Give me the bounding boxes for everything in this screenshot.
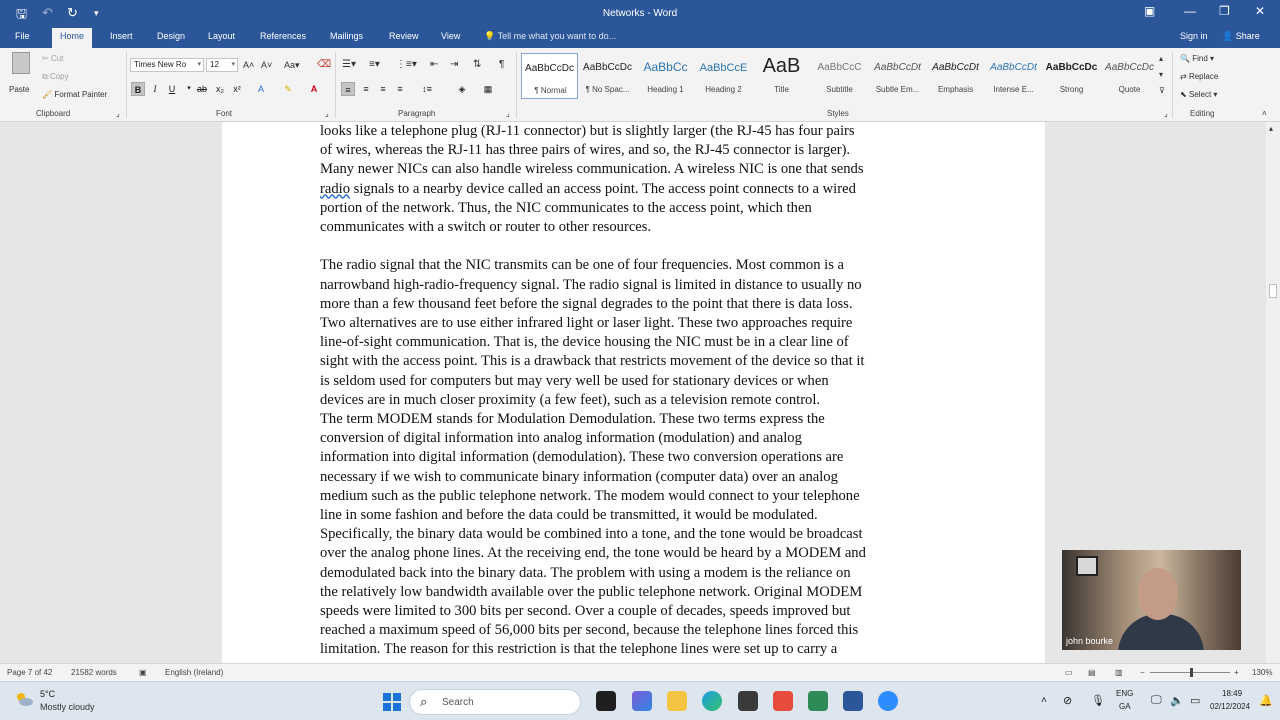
redo-icon[interactable]: ↻: [67, 5, 78, 20]
sign-in-link[interactable]: Sign in: [1180, 31, 1208, 41]
style-title[interactable]: [753, 53, 810, 99]
style-emphasis[interactable]: [927, 53, 984, 99]
style-name: Title: [774, 85, 789, 94]
tab-home[interactable]: Home: [52, 28, 92, 48]
document-line[interactable]: Many newer NICs can also handle wireless communication. A wireless NIC is one that sends: [320, 161, 864, 178]
weather-description[interactable]: Mostly cloudy: [40, 702, 95, 712]
align-left-icon[interactable]: ≡: [341, 82, 355, 96]
document-line[interactable]: radio signals to a nearby device called an access point. The access point connects to a wired: [320, 180, 856, 197]
tab-file[interactable]: File: [15, 31, 30, 41]
clipboard-launcher-icon[interactable]: ⌟: [116, 109, 120, 118]
search-icon: ⌕: [420, 694, 428, 709]
language-top[interactable]: ENG: [1116, 689, 1134, 698]
select-button[interactable]: ⬉ Select ▾: [1180, 90, 1218, 99]
clock-date[interactable]: 02/12/2024: [1210, 702, 1251, 711]
font-size-box[interactable]: [206, 58, 238, 72]
zoom-in-icon[interactable]: +: [1234, 668, 1239, 677]
task-view-icon[interactable]: [596, 691, 616, 711]
scrollbar-thumb[interactable]: [1269, 284, 1277, 298]
volume-icon[interactable]: 🔈: [1170, 695, 1184, 707]
document-line[interactable]: Two alternatives are to use either infrared light or laser light. These two approaches require: [320, 315, 853, 332]
document-line[interactable]: Specifically, the binary data would be combined into a tone, and the tone would be broadcast: [320, 526, 863, 543]
format-painter-button[interactable]: [42, 90, 107, 99]
style-name: Intense E...: [993, 85, 1034, 94]
document-line[interactable]: devices are in much closer proximity (a few feet), such as a television remote control.: [320, 391, 821, 408]
styles-more-icon[interactable]: ⊽: [1159, 86, 1165, 95]
focus-icon[interactable]: ▭: [1065, 668, 1073, 677]
paragraph-group-label: Paragraph: [398, 109, 436, 118]
highlight-color-icon[interactable]: ✎: [284, 84, 292, 94]
style-heading-2[interactable]: [695, 53, 752, 99]
document-line[interactable]: more than a few thousand feet before the signal degrades to the point that there is data loss.: [320, 295, 853, 312]
font-size-value: 12: [210, 60, 219, 69]
align-right-icon[interactable]: ≡: [380, 84, 386, 94]
separator: [1172, 52, 1173, 118]
lightbulb-icon: 💡: [484, 31, 496, 41]
style-sample: AaBbCcDt: [932, 62, 979, 73]
document-line[interactable]: line in some fashion and before the data could be transmitted, it would be modulated.: [320, 507, 818, 524]
read-mode-icon[interactable]: ▤: [1088, 668, 1096, 677]
replace-button[interactable]: [1180, 72, 1218, 81]
style-intense-emphasis[interactable]: [985, 53, 1042, 99]
document-line[interactable]: portion of the network. Thus, the NIC communicates to the access point, which then: [320, 199, 812, 216]
style-sample: AaBbCcE: [699, 62, 748, 74]
separator: [516, 52, 517, 118]
superscript-button[interactable]: x²: [233, 84, 241, 94]
cursor-icon: ⬉: [1180, 90, 1187, 99]
document-line[interactable]: The radio signal that the NIC transmits can be one of four frequencies. Most common is a: [320, 257, 845, 274]
style-name: Heading 1: [647, 85, 684, 94]
multilevel-list-icon[interactable]: ⋮≡▾: [396, 59, 417, 70]
replace-icon: ⇄: [1180, 72, 1187, 81]
document-line[interactable]: narrowband high-radio-frequency signal. The radio signal is limited in distance to usually no: [320, 276, 862, 293]
search-icon: 🔍: [1180, 54, 1190, 63]
clear-formatting-icon[interactable]: ⌫: [317, 59, 332, 70]
tab-view[interactable]: View: [441, 31, 461, 41]
style-name: Subtle Em...: [875, 85, 920, 94]
document-line[interactable]: medium such as the public telephone network. The modem would connect to your telephone: [320, 487, 860, 504]
cut-label: Cut: [50, 54, 64, 63]
bold-button[interactable]: B: [131, 82, 145, 96]
network-icon[interactable]: 🖵: [1151, 694, 1162, 706]
webcam-name-label: john bourke: [1066, 636, 1114, 646]
numbering-icon[interactable]: ≡▾: [369, 59, 380, 70]
chevron-down-icon: ▾: [231, 61, 235, 68]
customize-quick-access-icon[interactable]: ▾: [94, 8, 99, 18]
document-line[interactable]: is seldom used for computers but may very well be used for stationary devices or when: [320, 372, 829, 389]
zoom-level[interactable]: 130%: [1252, 668, 1273, 677]
styles-scroll-up-icon[interactable]: ▴: [1159, 54, 1164, 63]
document-line[interactable]: communicates with a switch or router to other resources.: [320, 219, 652, 236]
ribbon: [0, 48, 1280, 122]
clipboard-group-label: Clipboard: [36, 109, 71, 118]
style-name: Strong: [1059, 85, 1084, 94]
tab-layout[interactable]: Layout: [208, 31, 236, 41]
style-subtitle[interactable]: [811, 53, 868, 99]
maximize-icon[interactable]: ❐: [1219, 4, 1230, 18]
styles-scroll-down-icon[interactable]: ▾: [1159, 70, 1164, 79]
increase-indent-icon[interactable]: ⇥: [450, 59, 459, 70]
zoom-out-icon[interactable]: −: [1140, 668, 1145, 677]
print-layout-icon[interactable]: ▥: [1115, 668, 1123, 677]
file-explorer-icon[interactable]: [667, 691, 687, 711]
document-line[interactable]: conversion of digital information into analog information (modulation) and analog: [320, 430, 802, 447]
blank-line[interactable]: [320, 237, 950, 256]
battery-icon[interactable]: ▭: [1190, 695, 1201, 707]
show-hidden-icons[interactable]: ˄: [1041, 695, 1047, 706]
tab-design[interactable]: Design: [157, 31, 186, 41]
document-line[interactable]: reached a maximum speed of 56,000 bits per second, because the telephone lines forced this: [320, 622, 859, 639]
style-sample: AaBbCc: [643, 60, 688, 74]
person-icon: 👤: [1222, 31, 1234, 41]
underline-options-icon[interactable]: ▾: [187, 85, 191, 92]
tab-mailings[interactable]: Mailings: [330, 31, 364, 41]
shrink-font-icon[interactable]: A˅: [261, 60, 273, 70]
style-normal[interactable]: [521, 53, 578, 99]
underline-button[interactable]: U: [168, 84, 176, 94]
separator: [126, 52, 127, 118]
picture-frame: [1076, 556, 1098, 576]
webcam-overlay: [1062, 550, 1241, 650]
scroll-up-icon[interactable]: ▴: [1269, 124, 1274, 133]
chevron-down-icon: ▾: [197, 61, 201, 68]
style-name: ¶ Normal: [534, 86, 567, 95]
tell-me-text: Tell me what you want to do...: [497, 31, 617, 41]
zoom-slider-knob[interactable]: [1190, 668, 1193, 677]
style-quote[interactable]: [1101, 53, 1158, 99]
scissors-icon: ✂: [42, 54, 49, 63]
notifications-icon[interactable]: 🔔: [1259, 695, 1273, 707]
taskbar-search[interactable]: [409, 689, 581, 715]
paragraph-launcher-icon[interactable]: ⌟: [506, 109, 510, 118]
tab-review[interactable]: Review: [389, 31, 419, 41]
document-line[interactable]: of wires, whereas the RJ-11 has three pairs of wires, and so, the RJ-45 connector is larger).: [320, 142, 851, 159]
editing-group-label: Editing: [1190, 109, 1215, 118]
font-color-icon[interactable]: A: [310, 84, 318, 94]
italic-button[interactable]: I: [153, 84, 157, 94]
document-line[interactable]: information into digital information (demodulation). These two conversion operations are: [320, 449, 844, 466]
document-line[interactable]: looks like a telephone plug (RJ-11 connector) but is slightly larger (the RJ-45 has four pairs: [320, 123, 855, 139]
tell-me-box[interactable]: [484, 31, 616, 42]
document-line[interactable]: over the analog phone lines. At the receiving end, the tone would be heard by a MODEM and: [320, 545, 866, 562]
person-head: [1138, 568, 1178, 620]
paintbrush-icon: 🖌: [42, 90, 53, 99]
bullets-icon[interactable]: ☰▾: [342, 59, 356, 70]
language-indicator[interactable]: English (Ireland): [165, 668, 224, 677]
status-bar: [0, 663, 1280, 681]
clock-time[interactable]: 18:49: [1222, 689, 1243, 698]
line-spacing-icon[interactable]: ↕≡: [422, 84, 432, 94]
subscript-button[interactable]: x₂: [216, 84, 224, 94]
document-line[interactable]: demodulated back into the binary data. The problem with using a modem is the reliance on: [320, 564, 851, 581]
document-line[interactable]: the relatively low bandwidth available over the public telephone network. Original MODEM: [320, 583, 863, 600]
weather-temperature[interactable]: 5°C: [40, 689, 56, 699]
sort-icon[interactable]: ⇅: [473, 59, 482, 70]
separator: [335, 52, 336, 118]
taskbar-search-label: Search: [442, 697, 474, 708]
style-heading-1[interactable]: [637, 53, 694, 99]
styles-group-label: Styles: [827, 109, 849, 118]
show-hide-marks-icon[interactable]: ¶: [499, 59, 505, 70]
style-sample: AaBbCcDc: [525, 63, 574, 74]
clipboard-icon: [12, 52, 30, 74]
copy-button[interactable]: [42, 72, 69, 82]
style-name: ¶ No Spac...: [585, 85, 630, 94]
text-effects-icon[interactable]: A: [257, 84, 264, 94]
minimize-icon[interactable]: —: [1184, 4, 1196, 18]
copy-icon: ⧉: [42, 72, 48, 81]
taskbar: [0, 681, 1280, 720]
style-name: Emphasis: [937, 85, 974, 94]
microphone-icon[interactable]: 🎙: [1091, 695, 1105, 707]
style-sample: AaB: [762, 55, 801, 77]
spelling-flag[interactable]: radio: [320, 180, 350, 197]
styles-gallery: [521, 53, 1156, 99]
grow-font-icon[interactable]: A˄: [243, 60, 255, 70]
style-sample: AaBbCcDc: [583, 62, 632, 73]
save-icon[interactable]: 🖫: [16, 6, 28, 21]
style-sample: AaBbCcDc: [1105, 62, 1154, 73]
windows-start-icon[interactable]: [383, 693, 401, 711]
word-app-icon[interactable]: [843, 691, 863, 711]
font-group-label: Font: [216, 109, 233, 118]
style-name: Heading 2: [705, 85, 742, 94]
change-case-icon[interactable]: Aa▾: [284, 60, 300, 70]
security-icon[interactable]: ⊘: [1063, 695, 1073, 707]
replace-label: Replace: [1188, 72, 1219, 81]
document-line[interactable]: line-of-sight communication. That is, the device housing the NIC must be in a clear line of: [320, 334, 849, 351]
document-line[interactable]: speeds were limited to 300 bits per second. Over a couple of decades, speeds improved but: [320, 603, 851, 620]
vertical-scrollbar[interactable]: [1266, 122, 1280, 663]
tab-references[interactable]: References: [260, 31, 307, 41]
font-name-value: Times New Ro: [134, 60, 187, 69]
collapse-ribbon-icon[interactable]: ˄: [1262, 109, 1267, 118]
ribbon-display-options-icon[interactable]: ▣: [1144, 4, 1156, 18]
decrease-indent-icon[interactable]: ⇤: [430, 59, 439, 70]
document-body[interactable]: [320, 122, 950, 660]
word-count[interactable]: 21582 words: [71, 668, 117, 677]
share-label: Share: [1235, 31, 1260, 41]
style-sample: AaBbCcDt: [990, 62, 1037, 73]
style-strong[interactable]: [1043, 53, 1100, 99]
ribbon-tabs: [0, 28, 1280, 48]
close-icon[interactable]: ✕: [1255, 4, 1266, 18]
partly-cloudy-icon: [14, 691, 34, 707]
align-center-icon[interactable]: ≡: [363, 84, 369, 94]
document-line[interactable]: The term MODEM stands for Modulation Demodulation. These two terms express the: [320, 411, 825, 428]
select-label: Select: [1188, 90, 1212, 99]
strikethrough-button[interactable]: ab: [196, 84, 207, 94]
undo-icon[interactable]: ↶: [42, 5, 53, 20]
zoom-app-icon[interactable]: [878, 691, 898, 711]
style-sample: AaBbCcC: [817, 62, 862, 73]
borders-icon[interactable]: ▦: [483, 84, 493, 94]
font-name-box[interactable]: [130, 58, 204, 72]
justify-icon[interactable]: ≡: [397, 84, 403, 94]
proofing-icon[interactable]: ▣: [139, 668, 147, 677]
font-launcher-icon[interactable]: ⌟: [325, 109, 329, 118]
style-name: Subtitle: [826, 85, 853, 94]
style-no-spacing[interactable]: [579, 53, 636, 99]
shading-icon[interactable]: ◈: [458, 84, 466, 94]
page-count[interactable]: Page 7 of 42: [7, 668, 53, 677]
cut-button[interactable]: [42, 54, 63, 63]
document-line[interactable]: sight with the access point. This is a drawback that restricts movement of the device so that it: [320, 353, 865, 370]
edge-icon[interactable]: [702, 691, 722, 711]
style-sample: AaBbCcDc: [1045, 62, 1098, 73]
style-subtle-emphasis[interactable]: [869, 53, 926, 99]
document-page[interactable]: [222, 122, 1045, 663]
store-icon[interactable]: [738, 691, 758, 711]
find-label: Find: [1192, 54, 1208, 63]
language-bottom[interactable]: GA: [1119, 702, 1131, 711]
styles-launcher-icon[interactable]: ⌟: [1164, 109, 1168, 118]
tab-insert[interactable]: Insert: [110, 31, 133, 41]
window-title: Networks - Word: [602, 8, 678, 19]
document-line[interactable]: limitation. The reason for this restriction is that the telephone lines were set up to carry a: [320, 641, 838, 658]
title-bar: [0, 0, 1280, 28]
copy-label: Copy: [49, 72, 69, 81]
format-painter-label: Format Painter: [54, 90, 108, 99]
find-button[interactable]: 🔍 Find ▾: [1180, 54, 1215, 63]
paste-button[interactable]: [6, 52, 36, 96]
app-icon[interactable]: [773, 691, 793, 711]
document-line[interactable]: necessary if we wish to communicate binary information (computer data) over an analog: [320, 468, 838, 485]
app-icon[interactable]: [808, 691, 828, 711]
share-button[interactable]: [1222, 31, 1260, 42]
style-name: Quote: [1118, 85, 1141, 94]
paste-label: Paste: [9, 85, 30, 94]
style-sample: AaBbCcDt: [874, 62, 921, 73]
copilot-icon[interactable]: [632, 691, 652, 711]
